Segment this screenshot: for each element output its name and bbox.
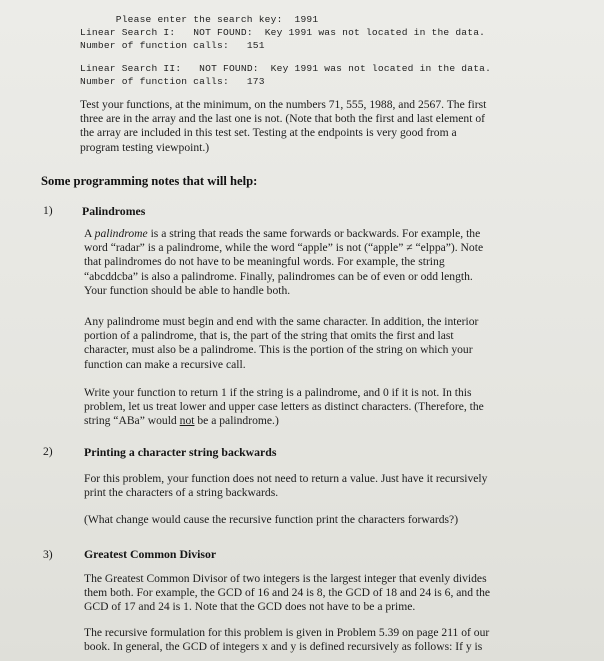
text-line: string “ABa” would not be a palindrome.)	[84, 414, 279, 428]
linear-search-2-calls-line	[80, 76, 265, 87]
text-line: GCD of 17 and 24 is 1. Note that the GCD does not have to be a prime.	[84, 600, 416, 614]
section-3-paragraph-2	[84, 626, 584, 654]
section-2-number: 2)	[43, 445, 53, 458]
linear-search-2-message: Key 1991 was not located in the data.	[270, 63, 492, 74]
text-line: word “radar” is a palindrome, while the word “apple” is not (“apple” ≠ “elppa”). Note	[84, 241, 484, 255]
linear-search-1-status: NOT FOUND:	[193, 27, 253, 38]
text-line: book. In general, the GCD of integers x and y is defined recursively as follows: If y is	[84, 640, 483, 654]
text-line: three are in the array and the last one is not. (Note that both the first and last element of	[80, 112, 486, 126]
text-line: the array are included in this test set. Testing at the endpoints is very good from a	[80, 126, 457, 140]
linear-search-1-calls: 151	[246, 40, 265, 51]
notes-title: Some programming notes that will help:	[41, 174, 258, 188]
section-2-paragraph-1	[84, 472, 584, 500]
palindrome-term: palindrome	[94, 227, 148, 240]
test-instructions	[80, 98, 580, 155]
text-line: that palindromes do not have to be meaningful words. For example, the string	[84, 255, 445, 269]
linear-search-1-calls-line	[80, 40, 265, 51]
section-1-title: Palindromes	[82, 204, 146, 218]
search-prompt-text: Please enter the search key:	[115, 14, 283, 25]
linear-search-2-label: Linear Search II:	[80, 63, 182, 74]
text-line: (What change would cause the recursive function print the characters forwards?)	[84, 513, 459, 526]
section-1-paragraph-1	[84, 227, 584, 298]
text-line: portion of a palindrome, that is, the part of the string that omits the first and last	[84, 329, 454, 343]
text-line: “abcddcba” is also a palindrome. Finally, palindromes can be of even or odd length.	[84, 269, 473, 283]
linear-search-1-calls-label: Number of function calls:	[80, 40, 229, 51]
text-line: them both. For example, the GCD of 16 and 24 is 8, the GCD of 18 and 24 is 6, and the	[84, 586, 491, 600]
text-line: For this problem, your function does not need to return a value. Just have it recursively	[84, 472, 488, 485]
text-line: function can make a recursive call.	[84, 357, 246, 371]
text-line: Your function should be able to handle both.	[84, 283, 291, 297]
linear-search-2-calls: 173	[246, 76, 265, 87]
linear-search-1-label: Linear Search I:	[80, 27, 176, 38]
text-line: program testing viewpoint.)	[80, 140, 210, 154]
section-1-paragraph-3	[84, 386, 584, 429]
section-2-paragraph-2	[84, 513, 584, 527]
search-key-value: 1991	[294, 14, 319, 25]
linear-search-2-status: NOT FOUND:	[199, 63, 259, 74]
linear-search-2-calls-label: Number of function calls:	[80, 76, 229, 87]
text-line: character, must also be a palindrome. This is the portion of the string on which your	[84, 343, 473, 357]
text-line: print the characters of a string backwards.	[84, 486, 279, 500]
text-line: Write your function to return 1 if the string is a palindrome, and 0 if it is not. In this	[84, 386, 472, 399]
not-emphasis: not	[179, 414, 195, 428]
linear-search-1-message: Key 1991 was not located in the data.	[264, 27, 486, 38]
section-1-paragraph-2	[84, 315, 584, 372]
section-3-number: 3)	[43, 548, 53, 561]
text-line: The recursive formulation for this problem is given in Problem 5.39 on page 211 of our	[84, 626, 490, 639]
linear-search-2-line	[80, 63, 491, 74]
section-2-title: Printing a character string backwards	[84, 445, 277, 459]
text-line: problem, let us treat lower and upper case letters as distinct characters. (Therefore, the	[84, 400, 484, 414]
text-line: The Greatest Common Divisor of two integers is the largest integer that evenly divides	[84, 572, 487, 585]
section-1-number: 1)	[43, 204, 53, 217]
text-line: Test your functions, at the minimum, on the numbers 71, 555, 1988, and 2567. The first	[80, 98, 487, 111]
text-line: A palindrome is a string that reads the same forwards or backwards. For example, the	[84, 227, 481, 240]
linear-search-1-line	[80, 27, 485, 38]
section-3-paragraph-1	[84, 572, 584, 615]
section-3-title: Greatest Common Divisor	[84, 547, 217, 561]
text-line: Any palindrome must begin and end with the same character. In addition, the interior	[84, 315, 479, 328]
